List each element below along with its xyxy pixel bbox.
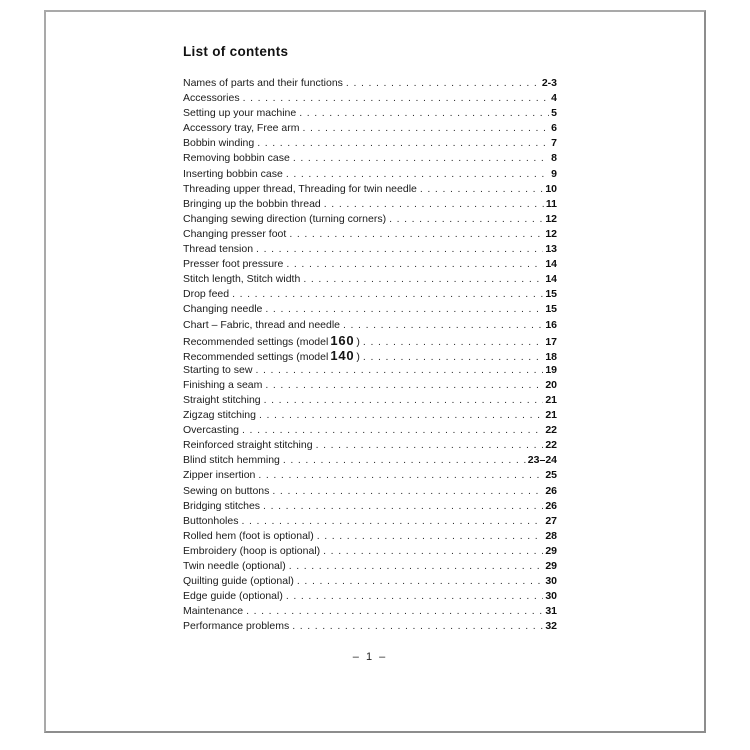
toc-entry: [183, 363, 557, 378]
toc-entry: [183, 121, 557, 136]
leader-dots: [363, 335, 543, 350]
toc-entry-label: Zigzag stitching: [183, 409, 256, 422]
leader-dots: [265, 378, 543, 393]
toc-entry-label: Straight stitching: [183, 393, 261, 406]
toc-entry-label: Rolled hem (foot is optional): [183, 529, 314, 542]
document-page: [44, 10, 706, 733]
toc-entry-page-number: 26: [545, 484, 557, 497]
toc-entry-label: Recommended settings (model: [183, 335, 329, 348]
toc-entry-page-number: 27: [545, 514, 557, 527]
toc-entry-label: Performance problems: [183, 620, 290, 633]
leader-dots: [316, 438, 544, 453]
toc-entry-page-number: 15: [545, 288, 557, 301]
toc-entry-label: Sewing on buttons: [183, 484, 270, 497]
toc-entry: [183, 333, 557, 348]
toc-entry: [183, 167, 557, 182]
leader-dots: [264, 393, 544, 408]
leader-dots: [263, 499, 543, 514]
toc-entry-page-number: 30: [545, 590, 557, 603]
toc-entry-page-number: 5: [551, 107, 557, 120]
leader-dots: [258, 468, 543, 483]
leader-dots: [292, 619, 543, 634]
toc-entry-label: Changing presser foot: [183, 227, 287, 240]
toc-entry-label: Overcasting: [183, 424, 240, 437]
leader-dots: [286, 167, 549, 182]
toc-entry-label: Starting to sew: [183, 363, 253, 376]
toc-entry-label: Finishing a seam: [183, 378, 263, 391]
toc-entry-page-number: 16: [545, 318, 557, 331]
toc-entry: [183, 453, 557, 468]
toc-entry-page-number: 28: [545, 529, 557, 542]
toc-entry-page-number: 2-3: [541, 77, 557, 89]
leader-dots: [259, 408, 543, 423]
toc-entry: [183, 287, 557, 302]
toc-entry: [183, 484, 557, 499]
toc-entry: [183, 438, 557, 453]
toc-entry: [183, 559, 557, 574]
toc-entry-page-number: 22: [545, 424, 557, 437]
leader-dots: [289, 227, 543, 242]
toc-list: [183, 76, 557, 634]
leader-dots: [286, 257, 543, 272]
toc-entry-page-number: 23–24: [527, 454, 557, 467]
toc-entry: [183, 242, 557, 257]
toc-entry: [183, 589, 557, 604]
leader-dots: [255, 363, 543, 378]
toc-entry-label-suffix: ): [356, 350, 360, 363]
toc-entry-label: Accessories: [183, 92, 240, 105]
toc-entry-label: Accessory tray, Free arm: [183, 122, 300, 135]
toc-entry-page-number: 17: [545, 335, 557, 348]
leader-dots: [303, 272, 543, 287]
toc-entry-label: Chart – Fabric, thread and needle: [183, 318, 341, 331]
toc-entry: [183, 604, 557, 619]
toc-entry-label: Twin needle (optional): [183, 560, 286, 572]
toc-entry-label: Presser foot pressure: [183, 258, 284, 271]
toc-entry-label: Removing bobbin case: [183, 152, 290, 165]
leader-dots: [420, 182, 543, 197]
toc-entry-model-number: 140: [330, 347, 355, 363]
toc-entry-label: Embroidery (hoop is optional): [183, 544, 321, 557]
leader-dots: [246, 604, 543, 619]
toc-entry: [183, 197, 557, 212]
toc-entry-page-number: 8: [551, 152, 557, 165]
toc-entry-label: Stitch length, Stitch width: [183, 273, 301, 286]
toc-entry: [183, 318, 557, 333]
toc-entry: [183, 408, 557, 423]
leader-dots: [242, 423, 543, 438]
leader-dots: [241, 514, 543, 529]
toc-entry-page-number: 21: [545, 393, 557, 406]
toc-entry: [183, 378, 557, 393]
toc-entry-page-number: 12: [545, 227, 557, 240]
toc-entry-label: Drop feed: [183, 288, 230, 301]
toc-entry-page-number: 7: [551, 137, 557, 150]
toc-entry-page-number: 11: [545, 197, 557, 210]
toc-entry: [183, 106, 557, 121]
toc-entry-label: Bridging stitches: [183, 499, 261, 512]
toc-entry-page-number: 25: [545, 469, 557, 482]
toc-entry-page-number: 13: [545, 243, 557, 256]
toc-entry-page-number: 29: [545, 560, 557, 572]
toc-entry: [183, 514, 557, 529]
page-number-footer: – 1 –: [352, 651, 388, 664]
toc-entry-page-number: 12: [545, 212, 557, 225]
toc-entry-label: Reinforced straight stitching: [183, 439, 313, 452]
leader-dots: [256, 242, 543, 257]
leader-dots: [297, 574, 543, 589]
leader-dots: [243, 91, 550, 106]
toc-entry: [183, 529, 557, 544]
toc-entry-label: Changing needle: [183, 303, 263, 316]
toc-entry-page-number: 30: [545, 575, 557, 588]
toc-entry: [183, 574, 557, 589]
toc-entry: [183, 302, 557, 317]
leader-dots: [289, 559, 544, 574]
leader-dots: [283, 453, 526, 468]
toc-entry-label: Quilting guide (optional): [183, 575, 294, 588]
toc-entry: [183, 468, 557, 483]
toc-entry-label: Buttonholes: [183, 514, 239, 527]
toc-entry-page-number: 32: [545, 620, 557, 633]
leader-dots: [317, 529, 544, 544]
toc-entry-page-number: 18: [545, 350, 557, 363]
toc-entry-page-number: 15: [545, 303, 557, 316]
toc-entry-label: Setting up your machine: [183, 107, 297, 120]
toc-entry: [183, 423, 557, 438]
toc-entry: [183, 212, 557, 227]
toc-entry-label: Inserting bobbin case: [183, 167, 283, 180]
leader-dots: [389, 212, 543, 227]
toc-entry-page-number: 22: [545, 439, 557, 452]
leader-dots: [286, 589, 543, 604]
toc-entry-page-number: 9: [551, 167, 557, 180]
toc-entry: [183, 76, 557, 91]
toc-entry: [183, 91, 557, 106]
toc-entry-label: Blind stitch hemming: [183, 454, 280, 467]
toc-entry: [183, 151, 557, 166]
leader-dots: [232, 287, 543, 302]
leader-dots: [265, 302, 543, 317]
toc-entry: [183, 182, 557, 197]
toc-entry-page-number: 4: [551, 92, 557, 105]
toc-entry: [183, 257, 557, 272]
toc-entry: [183, 544, 557, 559]
leader-dots: [293, 151, 549, 166]
page-content: [46, 12, 704, 663]
toc-entry: [183, 136, 557, 151]
toc-entry: [183, 348, 557, 363]
leader-dots: [303, 121, 550, 136]
toc-entry: [183, 619, 557, 634]
leader-dots: [257, 136, 549, 151]
page-title: List of contents: [183, 44, 289, 59]
toc-entry-label: Edge guide (optional): [183, 590, 283, 603]
toc-entry-page-number: 31: [545, 605, 557, 618]
toc-entry-label: Threading upper thread, Threading for twin needle: [183, 182, 417, 195]
leader-dots: [323, 544, 543, 559]
toc-entry-page-number: 14: [545, 273, 557, 286]
leader-dots: [299, 106, 549, 121]
toc-entry: [183, 227, 557, 242]
toc-entry-page-number: 14: [545, 258, 557, 271]
toc-entry-label: Bringing up the bobbin thread: [183, 197, 321, 210]
leader-dots: [346, 76, 540, 91]
toc-entry: [183, 499, 557, 514]
toc-entry-label: Zipper insertion: [183, 469, 256, 482]
leader-dots: [343, 318, 543, 333]
toc-entry-label-suffix: ): [356, 335, 360, 348]
toc-entry-label: Changing sewing direction (turning corners): [183, 212, 387, 225]
toc-entry-label: Bobbin winding: [183, 137, 255, 150]
toc-entry-label: Maintenance: [183, 605, 244, 618]
toc-entry-page-number: 6: [551, 122, 557, 135]
toc-entry-page-number: 19: [545, 363, 557, 376]
toc-entry-page-number: 26: [545, 499, 557, 512]
toc-entry-page-number: 20: [545, 378, 557, 391]
toc-entry: [183, 393, 557, 408]
leader-dots: [272, 484, 543, 499]
toc-entry-page-number: 29: [545, 544, 557, 557]
leader-dots: [324, 197, 544, 212]
toc-entry-label: Thread tension: [183, 243, 254, 256]
toc-entry-page-number: 10: [545, 182, 557, 195]
toc-entry-label: Names of parts and their functions: [183, 77, 343, 89]
toc-entry-model-number: 160: [330, 332, 355, 348]
toc-entry-page-number: 21: [545, 409, 557, 422]
toc-entry-label: Recommended settings (model: [183, 350, 329, 363]
toc-entry: [183, 272, 557, 287]
